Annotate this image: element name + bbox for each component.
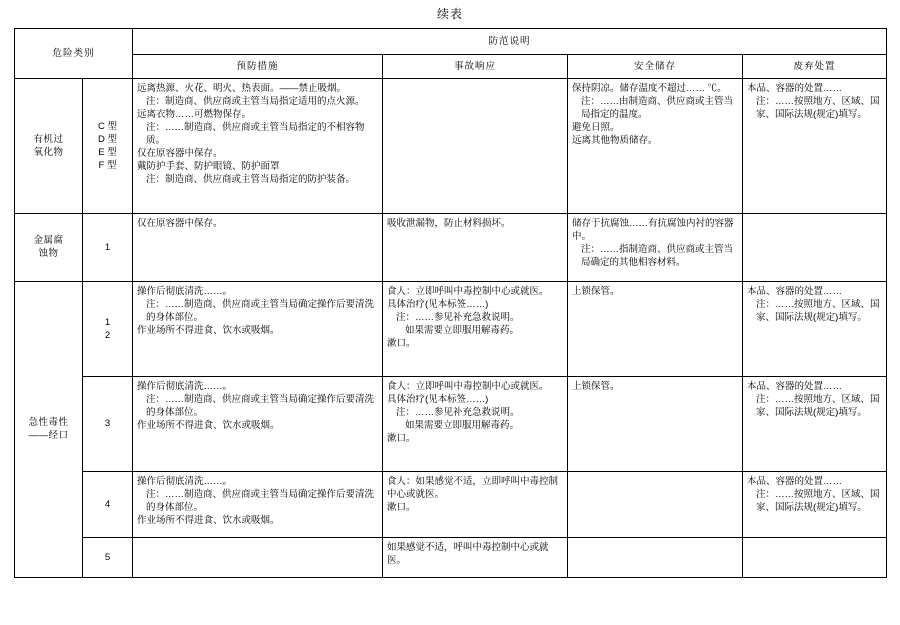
cell-response: 食人：立即呼叫中毒控制中心或就医。 具体治疗(见本标签……) 注：……参见补充急救说明。 如果需要立即服用解毒药。 漱口。 xyxy=(383,282,568,377)
cell-storage: 上锁保管。 xyxy=(568,377,743,472)
cell-prevention: 操作后彻底清洗……。 注：……制造商、供应商或主管当局确定操作后要清洗的身体部位。 作业场所不得进食、饮水或吸烟。 xyxy=(133,377,383,472)
cell-prevention: 操作后彻底清洗……。 注：……制造商、供应商或主管当局确定操作后要清洗的身体部位。 作业场所不得进食、饮水或吸烟。 xyxy=(133,472,383,538)
header-prevention: 预防措施 xyxy=(133,55,383,79)
row-category: 金属腐 蚀物 xyxy=(15,214,83,282)
cell-storage: 保持阴凉。储存温度不超过…… ℃。 注：……由制造商、供应商或主管当局指定的温度。 避免日照。 远离其他物质储存。 xyxy=(568,79,743,214)
header-precaution-statements: 防范说明 xyxy=(133,29,887,55)
table-row xyxy=(15,472,887,538)
row-code: 3 xyxy=(83,377,133,472)
table-header-row-2 xyxy=(15,55,887,79)
cell-response xyxy=(383,79,568,214)
cell-disposal: 本品、容器的处置…… 注：……按照地方、区域、国家、国际法规(规定)填写。 xyxy=(743,282,887,377)
cell-response: 食人：如果感觉不适，立即呼叫中毒控制中心或就医。 漱口。 xyxy=(383,472,568,538)
table-row xyxy=(15,377,887,472)
header-hazard-category: 危险类别 xyxy=(15,29,133,79)
table-row xyxy=(15,282,887,377)
row-code: 4 xyxy=(83,472,133,538)
cell-prevention: 操作后彻底清洗……。 注：……制造商、供应商或主管当局确定操作后要清洗的身体部位。 作业场所不得进食、饮水或吸烟。 xyxy=(133,282,383,377)
cell-disposal: 本品、容器的处置…… 注：……按照地方、区域、国家、国际法规(规定)填写。 xyxy=(743,79,887,214)
cell-response: 食人：立即呼叫中毒控制中心或就医。 具体治疗(见本标签……) 注：……参见补充急救说明。 如果需要立即服用解毒药。 漱口。 xyxy=(383,377,568,472)
cell-disposal xyxy=(743,214,887,282)
row-code: 5 xyxy=(83,538,133,578)
cell-storage: 储存于抗腐蚀……有抗腐蚀内衬的容器中。 注：……指制造商、供应商或主管当局确定的其他相容材料。 xyxy=(568,214,743,282)
continued-table-title: 续表 xyxy=(436,7,463,21)
header-storage: 安全储存 xyxy=(568,55,743,79)
cell-disposal: 本品、容器的处置…… 注：……按照地方、区域、国家、国际法规(规定)填写。 xyxy=(743,472,887,538)
cell-response: 如果感觉不适，呼叫中毒控制中心或就医。 xyxy=(383,538,568,578)
cell-prevention: 仅在原容器中保存。 xyxy=(133,214,383,282)
row-code: 1 xyxy=(83,214,133,282)
table-header-row-1 xyxy=(15,29,887,55)
row-category: 有机过 氧化物 xyxy=(15,79,83,214)
row-code: C 型 D 型 E 型 F 型 xyxy=(83,79,133,214)
row-code: 1 2 xyxy=(83,282,133,377)
cell-disposal: 本品、容器的处置…… 注：……按照地方、区域、国家、国际法规(规定)填写。 xyxy=(743,377,887,472)
hazard-precaution-table xyxy=(14,28,887,578)
row-category: 急性毒性 ——经口 xyxy=(15,282,83,578)
table-row xyxy=(15,79,887,214)
cell-storage: 上锁保管。 xyxy=(568,282,743,377)
cell-disposal xyxy=(743,538,887,578)
cell-prevention: 远离热源、火花、明火、热表面。——禁止吸烟。 注：制造商、供应商或主管当局指定适用的点火源。 远离衣物……可燃物保存。 注：……制造商、供应商或主管当局指定的不相容物质。 仅在原容器中保存。 戴防护手套、防护眼镜、防护面罩 注：制造商、供应商或主管当局指定的防护装备。 xyxy=(133,79,383,214)
table-row xyxy=(15,214,887,282)
header-disposal: 废弃处置 xyxy=(743,55,887,79)
table-row xyxy=(15,538,887,578)
header-response: 事故响应 xyxy=(383,55,568,79)
cell-storage xyxy=(568,472,743,538)
cell-response: 吸收泄漏物，防止材料损坏。 xyxy=(383,214,568,282)
cell-prevention xyxy=(133,538,383,578)
cell-storage xyxy=(568,538,743,578)
